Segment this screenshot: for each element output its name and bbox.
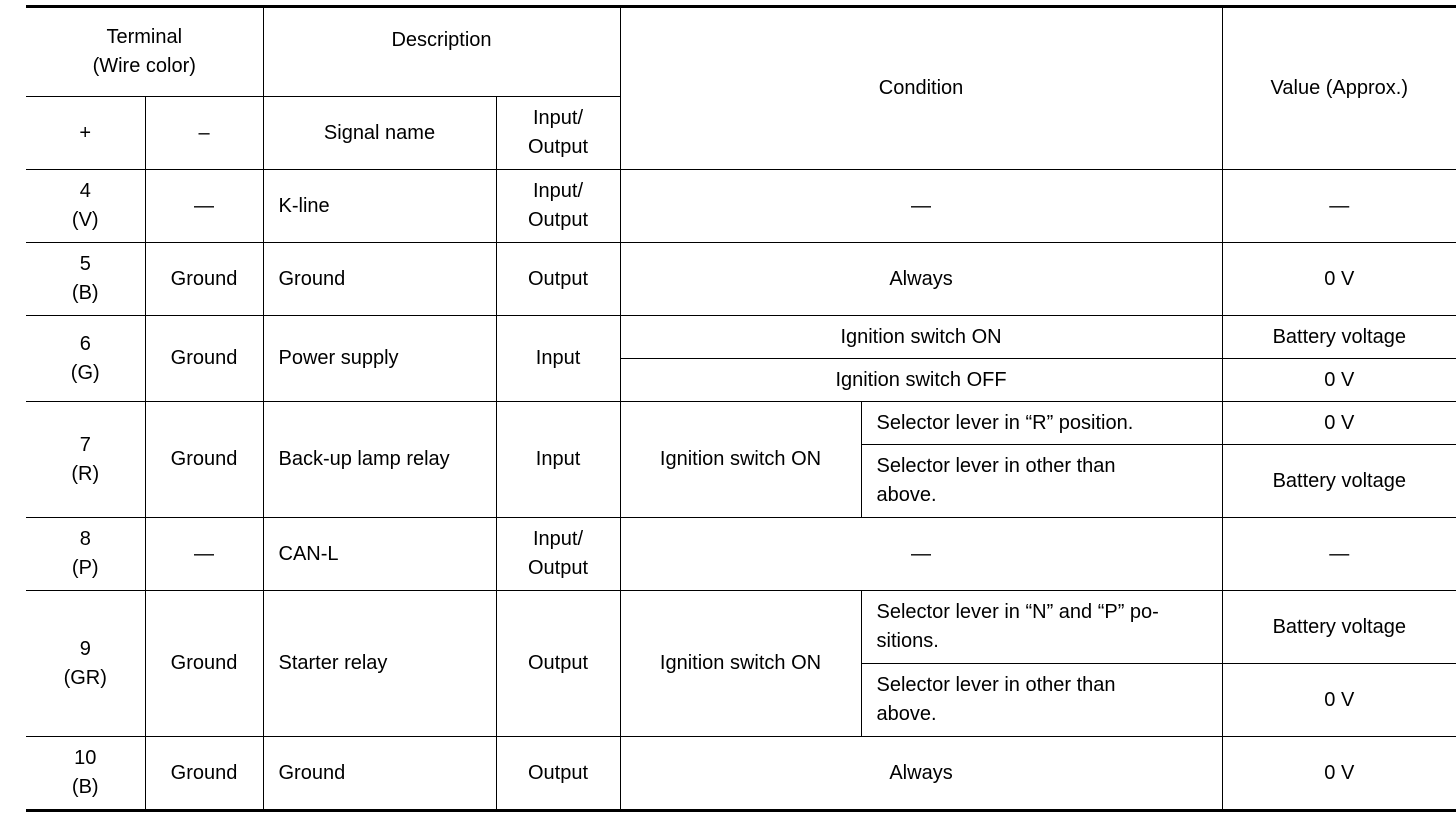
terminal-cell xyxy=(26,402,145,518)
condition-cell: Always xyxy=(620,737,1222,811)
signal-name-cell: Ground xyxy=(263,737,496,811)
sub-condition-cell: Selector lever in “R” position. xyxy=(861,402,1222,445)
terminal-cell xyxy=(26,316,145,402)
sub-condition-line2: above. xyxy=(876,703,937,725)
header-row-1 xyxy=(26,7,1456,97)
io-line2: Output xyxy=(527,557,589,579)
terminal-cell xyxy=(26,737,145,811)
sub-condition-line2: sitions. xyxy=(876,630,939,652)
header-condition: Condition xyxy=(620,7,1222,170)
signal-name-cell: K-line xyxy=(263,170,496,243)
wire-color: (GR) xyxy=(63,666,107,689)
io-line1: Input/ xyxy=(532,180,584,202)
header-signal-name: Signal name xyxy=(263,97,496,170)
terminal-cell xyxy=(26,591,145,737)
header-wire-color-label: (Wire color) xyxy=(92,55,196,77)
io-cell: Input xyxy=(496,316,620,402)
wire-color: (P) xyxy=(71,557,99,579)
value-cell: Battery voltage xyxy=(1222,316,1456,359)
table-row xyxy=(26,243,1456,316)
table-row xyxy=(26,316,1456,359)
condition-cell: Ignition switch ON xyxy=(620,316,1222,359)
header-terminal-label: Terminal xyxy=(106,26,183,48)
condition-cell: Ignition switch ON xyxy=(620,402,861,518)
io-cell xyxy=(496,518,620,591)
terminal-number: 7 xyxy=(79,433,91,456)
condition-cell: Always xyxy=(620,243,1222,316)
value-cell: 0 V xyxy=(1222,737,1456,811)
minus-cell: Ground xyxy=(145,316,263,402)
header-plus: + xyxy=(26,97,145,170)
terminal-number: 10 xyxy=(74,747,97,769)
value-cell: Battery voltage xyxy=(1222,445,1456,518)
header-input-output-line1: Input/ xyxy=(532,107,584,129)
table-row xyxy=(26,402,1456,445)
signal-name-cell: CAN-L xyxy=(263,518,496,591)
condition-cell: Ignition switch OFF xyxy=(620,359,1222,402)
condition-cell: — xyxy=(620,170,1222,243)
sub-condition-line1: Selector lever in other than xyxy=(876,455,1116,477)
io-cell: Input xyxy=(496,402,620,518)
header-input-output xyxy=(496,97,620,170)
table-row xyxy=(26,518,1456,591)
header-input-output-line2: Output xyxy=(527,136,589,158)
value-cell: — xyxy=(1222,170,1456,243)
terminal-cell xyxy=(26,243,145,316)
condition-cell: — xyxy=(620,518,1222,591)
sub-condition-cell xyxy=(861,445,1222,518)
sub-condition-line1: Selector lever in “N” and “P” po- xyxy=(876,601,1159,623)
wire-color: (G) xyxy=(70,361,100,384)
io-cell xyxy=(496,170,620,243)
minus-cell: — xyxy=(145,518,263,591)
header-value: Value (Approx.) xyxy=(1222,7,1456,170)
table-row xyxy=(26,737,1456,811)
minus-cell: Ground xyxy=(145,737,263,811)
table-row xyxy=(26,591,1456,664)
wire-color: (V) xyxy=(71,209,99,231)
terminal-number: 6 xyxy=(79,332,91,355)
header-minus: – xyxy=(145,97,263,170)
minus-cell: Ground xyxy=(145,243,263,316)
table-row xyxy=(26,170,1456,243)
sub-condition-line2: above. xyxy=(876,484,937,506)
terminal-cell xyxy=(26,518,145,591)
minus-cell: Ground xyxy=(145,402,263,518)
io-line1: Input/ xyxy=(532,528,584,550)
terminal-number: 8 xyxy=(79,528,91,550)
header-description: Description xyxy=(263,7,620,97)
terminal-table-page xyxy=(26,5,1456,812)
condition-cell: Ignition switch ON xyxy=(620,591,861,737)
terminal-number: 4 xyxy=(79,180,91,202)
wire-color: (R) xyxy=(71,462,100,485)
value-cell: 0 V xyxy=(1222,402,1456,445)
sub-condition-cell xyxy=(861,664,1222,737)
minus-cell: — xyxy=(145,170,263,243)
value-cell: 0 V xyxy=(1222,664,1456,737)
value-cell: 0 V xyxy=(1222,243,1456,316)
io-cell: Output xyxy=(496,737,620,811)
sub-condition-cell xyxy=(861,591,1222,664)
signal-name-cell: Ground xyxy=(263,243,496,316)
wire-color: (B) xyxy=(71,282,99,304)
signal-name-cell: Power supply xyxy=(263,316,496,402)
terminal-number: 5 xyxy=(79,253,91,275)
sub-condition-line1: Selector lever in other than xyxy=(876,674,1116,696)
minus-cell: Ground xyxy=(145,591,263,737)
io-cell: Output xyxy=(496,591,620,737)
signal-name-cell: Back-up lamp relay xyxy=(263,402,496,518)
value-cell: Battery voltage xyxy=(1222,591,1456,664)
terminal-cell xyxy=(26,170,145,243)
terminal-number: 9 xyxy=(79,637,91,660)
value-cell: 0 V xyxy=(1222,359,1456,402)
io-line2: Output xyxy=(527,209,589,231)
header-terminal xyxy=(26,7,263,97)
signal-name-cell: Starter relay xyxy=(263,591,496,737)
value-cell: — xyxy=(1222,518,1456,591)
terminal-table xyxy=(26,5,1456,812)
wire-color: (B) xyxy=(71,776,99,798)
io-cell: Output xyxy=(496,243,620,316)
